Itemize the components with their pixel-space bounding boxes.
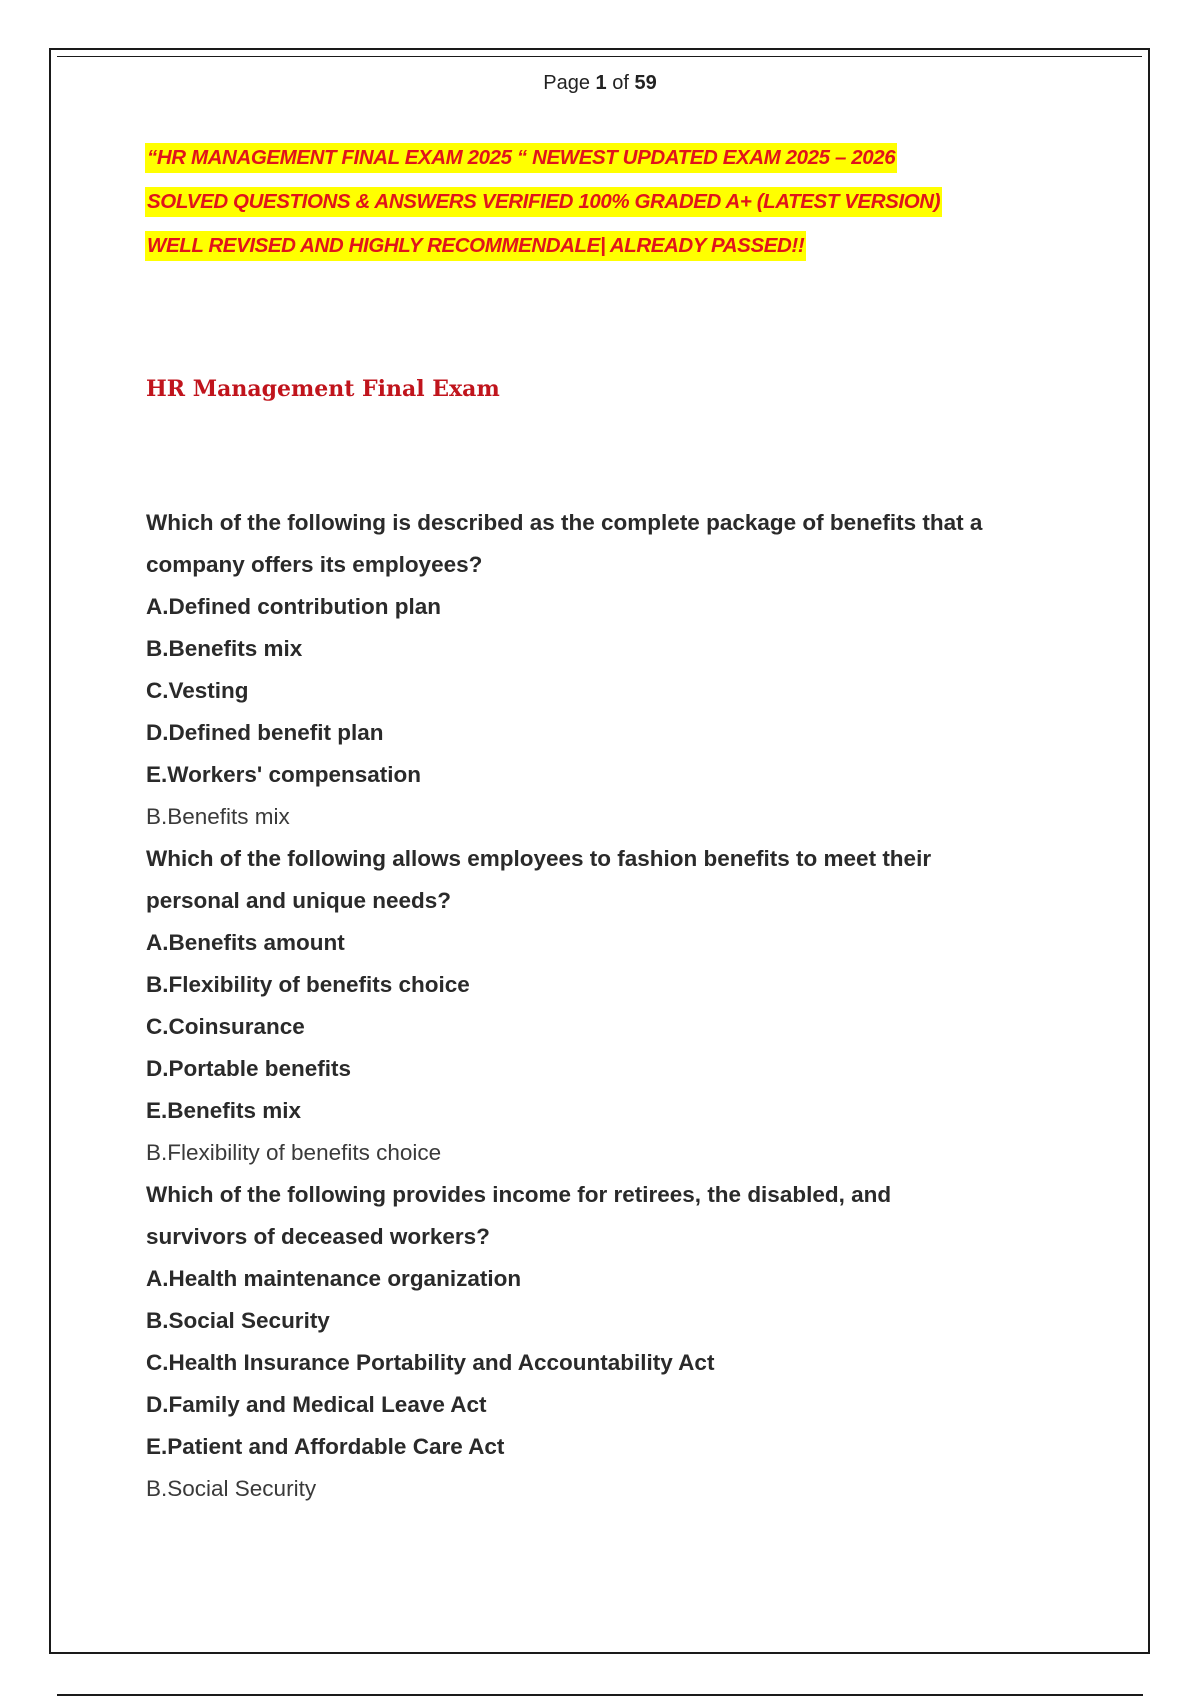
answer-option: E.Workers' compensation bbox=[146, 762, 422, 787]
answer-option: B.Flexibility of benefits choice bbox=[146, 972, 470, 997]
question-text: Which of the following allows employees to fashion benefits to meet their bbox=[146, 846, 932, 871]
answer-option: D.Family and Medical Leave Act bbox=[146, 1392, 487, 1417]
banner-line: SOLVED QUESTIONS & ANSWERS VERIFIED 100% GRADED A+ (LATEST VERSION) bbox=[145, 187, 942, 217]
answer-option: A.Defined contribution plan bbox=[146, 594, 441, 619]
question-text: Which of the following is described as the complete package of benefits that a bbox=[146, 510, 983, 535]
answer-option: A.Benefits amount bbox=[146, 930, 345, 955]
correct-answer: B.Benefits mix bbox=[146, 804, 290, 829]
answer-option: E.Patient and Affordable Care Act bbox=[146, 1434, 505, 1459]
banner-line: WELL REVISED AND HIGHLY RECOMMENDALE| ALREADY PASSED!! bbox=[145, 231, 806, 261]
correct-answer: B.Flexibility of benefits choice bbox=[146, 1140, 442, 1165]
banner-line: “HR MANAGEMENT FINAL EXAM 2025 “ NEWEST UPDATED EXAM 2025 – 2026 bbox=[145, 143, 897, 173]
page-number-current: 1 bbox=[595, 72, 607, 94]
page-number-of: of bbox=[612, 72, 629, 94]
page-number-total: 59 bbox=[634, 72, 657, 94]
page-number bbox=[0, 72, 1200, 95]
answer-option: D.Defined benefit plan bbox=[146, 720, 384, 745]
answer-option: E.Benefits mix bbox=[146, 1098, 302, 1123]
highlighted-banner bbox=[145, 143, 1075, 275]
question-block bbox=[146, 838, 1076, 1174]
question-text: Which of the following provides income for retirees, the disabled, and bbox=[146, 1182, 892, 1207]
answer-option: C.Vesting bbox=[146, 678, 249, 703]
correct-answer: B.Social Security bbox=[146, 1476, 317, 1501]
question-block bbox=[146, 1174, 1076, 1510]
answer-option: A.Health maintenance organization bbox=[146, 1266, 522, 1291]
question-text: company offers its employees? bbox=[146, 552, 483, 577]
question-block bbox=[146, 502, 1076, 838]
next-page-top-rule bbox=[57, 1694, 1143, 1696]
answer-option: B.Benefits mix bbox=[146, 636, 303, 661]
answer-option: D.Portable benefits bbox=[146, 1056, 352, 1081]
frame-top-rule bbox=[57, 56, 1142, 57]
answer-option: B.Social Security bbox=[146, 1308, 330, 1333]
answer-option: C.Health Insurance Portability and Accountability Act bbox=[146, 1350, 715, 1375]
question-list bbox=[146, 502, 1076, 1510]
question-text: survivors of deceased workers? bbox=[146, 1224, 490, 1249]
answer-option: C.Coinsurance bbox=[146, 1014, 305, 1039]
question-text: personal and unique needs? bbox=[146, 888, 452, 913]
page-number-prefix: Page bbox=[543, 72, 590, 94]
document-title: HR Management Final Exam bbox=[146, 376, 500, 402]
